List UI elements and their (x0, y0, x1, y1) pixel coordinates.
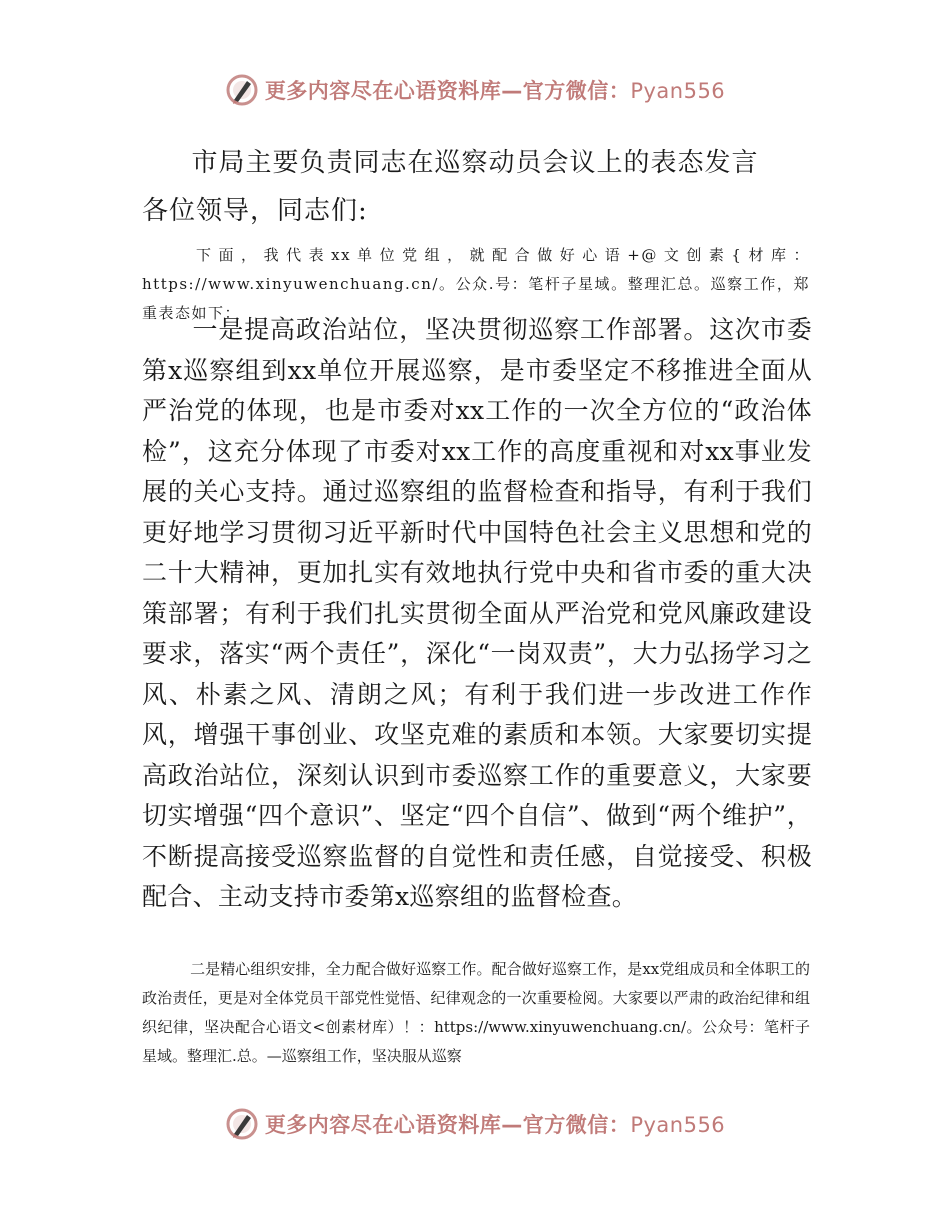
point-one-text: 一是提高政治站位，坚决贯彻巡察工作部署。这次市委第x巡察组到xx单位开展巡察，是市委坚定不移推进全面从严治党的体现，也是市委对xx工作的一次全方位的“政治体检”，这充分体现了市委对xx工作的高度重视和对xx事业发展的关心支持。通过巡察组的监督检查和指导，有利于我们更好地学习贯彻习近平新时代中国特色社会主义思想和党的二十大精神，更加扎实有效地执行党中央和省市委的重大决策部署；有利于我们扎实贯彻全面从严治党和党风廉政建设要求，落实“两个责任”，深化“一岗双责”，大力弘扬学习之风、朴素之风、清朗之风；有利于我们进一步改进工作作风，增强干事创业、攻坚克难的素质和本领。大家要切实提高政治站位，深刻认识到市委巡察工作的重要意义，大家要切实增强“四个意识”、坚定“四个自信”、做到“两个维护”，不断提高接受巡察监督的自觉性和责任感，自觉接受、积极配合、主动支持市委第x巡察组的监督检查。 (142, 315, 812, 911)
banner-text: 更多内容尽在心语资料库—官方微信：Pyan556 (264, 79, 726, 103)
salutation: 各位领导，同志们: (142, 196, 368, 226)
pen-logo-icon (225, 73, 259, 107)
point-one-paragraph (142, 310, 812, 918)
header-banner (0, 68, 950, 112)
pen-logo-icon (225, 1107, 259, 1141)
wechat-id: Pyan556 (630, 1113, 726, 1137)
banner-text: 更多内容尽在心语资料库—官方微信：Pyan556 (264, 1113, 726, 1137)
intro-text: 下面，我代表xx单位党组，就配合做好心语+@文创素{材库：https://www.xinyuwenchuang.cn/。公众.号：笔杆子星域。整理汇总。巡察工作，郑重表态如下： (142, 246, 810, 322)
point-two-paragraph (142, 955, 810, 1071)
document-title: 市局主要负责同志在巡察动员会议上的表态发言 (191, 148, 759, 178)
point-two-text: 二是精心组织安排，全力配合做好巡察工作。配合做好巡察工作，是xx党组成员和全体职工的政治责任，更是对全体党员干部党性觉悟、纪律观念的一次重要检阅。大家要以严肃的政治纪律和组织纪律，坚决配合心语文<创素材库）！：https://www.xinyuwenchuang.cn/。公众号：笔杆子星域。整理汇.总。—巡察组工作，坚决服从巡察 (142, 960, 810, 1065)
footer-banner (0, 1102, 950, 1146)
wechat-id: Pyan556 (630, 79, 726, 103)
